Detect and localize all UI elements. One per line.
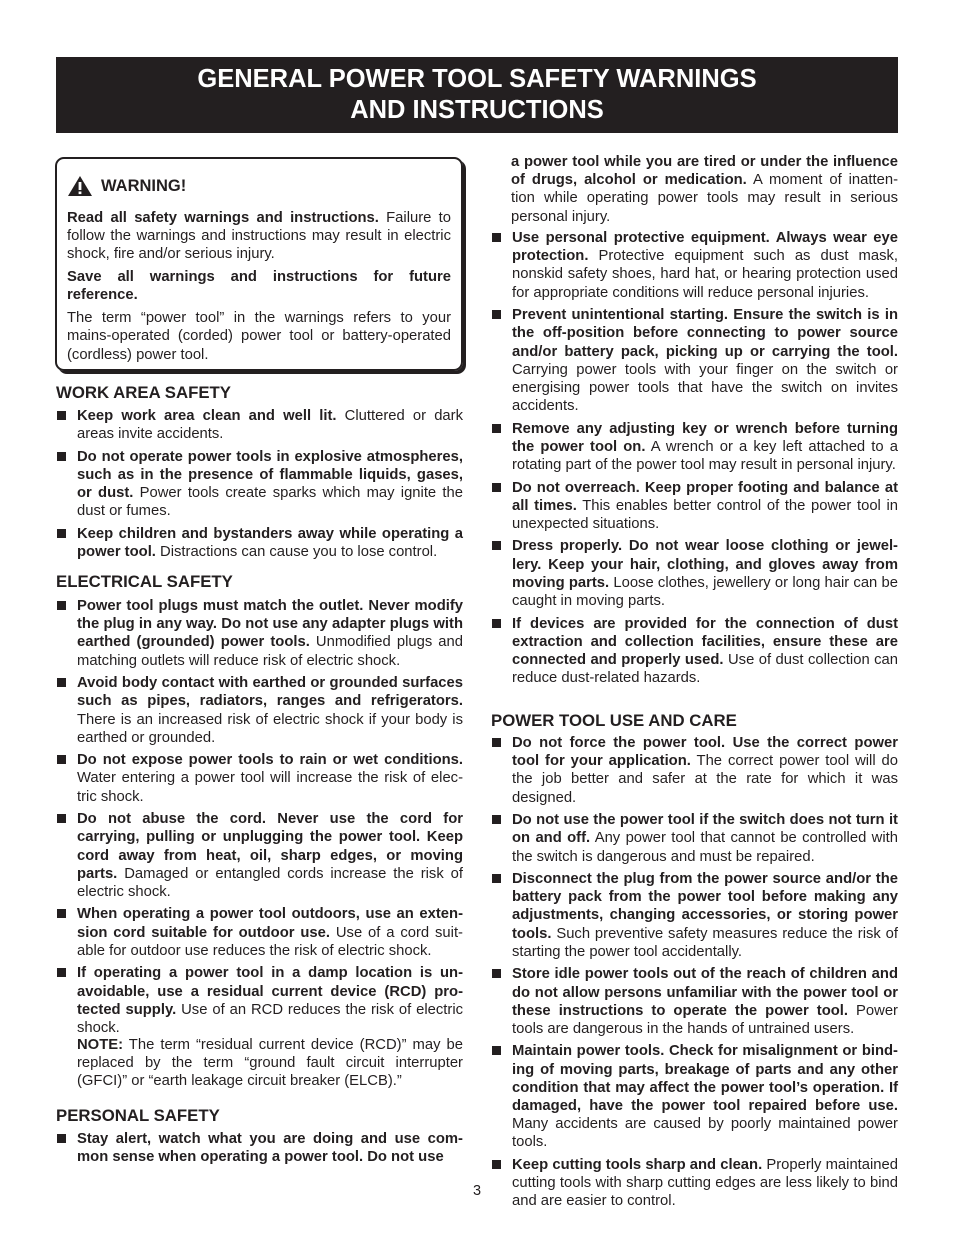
list-item bbox=[491, 1042, 898, 1151]
item-text: The correct power tool will do the job better and safer at the rate for which it was designed. bbox=[512, 753, 898, 806]
item-text: Unmodified plugs and matching outlets will reduce risk of electric shock. bbox=[77, 634, 463, 669]
item-text: This enables better control of the power tool in unexpected situations. bbox=[512, 497, 898, 532]
item-bold: Do not overreach. Keep proper footing and balance at all times. bbox=[512, 479, 898, 514]
list-item bbox=[491, 734, 898, 807]
work-area-heading: WORK AREA SAFETY bbox=[56, 383, 231, 402]
item-text: Power tools are dangerous in the hands of untrained users. bbox=[512, 1002, 898, 1037]
item-bold: If devices are provided for the connection of dust extraction and collection facilities, ensure these are connected and properly used. bbox=[512, 615, 898, 668]
item-bold: Keep cutting tools sharp and clean. bbox=[512, 1156, 763, 1173]
item-bold: Use personal protective equipment. Always wear eye protection. bbox=[512, 230, 898, 265]
personal-list bbox=[491, 229, 898, 692]
personal-heading: PERSONAL SAFETY bbox=[56, 1106, 220, 1125]
work-area-list bbox=[56, 407, 463, 566]
page-title-line-2: AND INSTRUCTIONS bbox=[350, 96, 604, 124]
electrical-heading: ELECTRICAL SAFETY bbox=[56, 572, 233, 591]
list-item bbox=[56, 448, 463, 521]
item-bold: Keep children and bystanders away while operating a power tool. bbox=[77, 525, 463, 561]
item-bold: When operating a power tool outdoors, use an exten-sion cord suitable for outdoor use. bbox=[77, 906, 463, 941]
item-bold: Store idle power tools out of the reach of children and do not allow persons unfamiliar with the power tool or these instructions to operate the power tool. bbox=[512, 966, 898, 1019]
item-text: There is an increased risk of electric shock if your body is earthed or grounded. bbox=[77, 711, 463, 746]
list-item bbox=[491, 811, 898, 866]
item-text: Use of a cord suit-able for outdoor use reduces the risk of electric shock. bbox=[77, 924, 463, 959]
warning-p1-bold: Read all safety warnings and instructions. bbox=[67, 210, 379, 226]
item-text: Use of dust collection can reduce dust-related hazards. bbox=[512, 651, 898, 687]
warning-paragraph-3: The term “power tool” in the warnings refers to your mains-operated (corded) power tool or battery-operated (cordless) power tool. bbox=[67, 310, 451, 363]
warning-p1-text: Failure to follow the warnings and instructions may result in electric shock, fire and/or serious injury. bbox=[67, 210, 451, 263]
warning-triangle-icon bbox=[67, 175, 93, 197]
item-text: Loose clothes, jewellery or long hair can be caught in moving parts. bbox=[512, 574, 898, 610]
list-item bbox=[491, 306, 898, 415]
item-bold: Do not use the power tool if the switch does not turn it on and off. bbox=[512, 812, 898, 847]
item-text: Power tools create sparks which may ignite the dust or fumes. bbox=[77, 485, 463, 520]
item-text: Any power tool that cannot be controlled with the switch is dangerous and must be repaired. bbox=[512, 830, 898, 865]
item-bold: a power tool while you are tired or under the influence of drugs, alcohol or medication. bbox=[511, 154, 898, 189]
note-label: NOTE: bbox=[77, 1037, 124, 1053]
item-bold: Do not operate power tools in explosive atmospheres, such as in the presence of flammable liquids, gases, or dust. bbox=[77, 448, 463, 502]
item-text: Water entering a power tool will increase the risk of elec-tric shock. bbox=[77, 770, 463, 805]
list-item bbox=[491, 965, 898, 1038]
list-item bbox=[56, 597, 463, 670]
item-bold: Dress properly. Do not wear loose clothing or jewel-lery. Keep your hair, clothing, and gloves away from moving parts. bbox=[512, 538, 898, 591]
list-item bbox=[56, 407, 463, 443]
page-number: 3 bbox=[472, 1183, 482, 1199]
list-item bbox=[56, 905, 463, 960]
item-bold: If operating a power tool in a damp location is un-avoidable, use a residual current device (RCD) pro-tected supply. bbox=[77, 965, 463, 1018]
page-title bbox=[56, 57, 898, 133]
list-item bbox=[56, 525, 463, 561]
rcd-note bbox=[77, 1036, 463, 1091]
item-bold: Prevent unintentional starting. Ensure the switch is in the off-position before connecting to power source and/or battery pack, picking up or carrying the tool. bbox=[512, 307, 898, 360]
warning-paragraph-1 bbox=[67, 209, 451, 264]
item-bold: Stay alert, watch what you are doing and use com-mon sense when operating a power tool. Do not use bbox=[77, 1131, 463, 1166]
list-item bbox=[491, 615, 898, 688]
list-item bbox=[491, 420, 898, 475]
item-bold: Keep work area clean and well lit. bbox=[77, 408, 337, 424]
tool-use-heading: POWER TOOL USE AND CARE bbox=[491, 711, 737, 730]
warning-heading bbox=[67, 175, 451, 197]
warning-box bbox=[55, 157, 463, 371]
item-text: Distractions can cause you to lose control. bbox=[155, 544, 438, 561]
item-text: Properly maintained cutting tools with sharp cutting edges are less likely to bind and are easier to control. bbox=[512, 1156, 898, 1210]
list-item bbox=[491, 870, 898, 961]
item-text: Protective equipment such as dust mask, nonskid safety shoes, hard hat, or hearing protection used for appropriate conditions will reduce personal injuries. bbox=[512, 248, 898, 301]
warning-p2-bold: Save all warnings and instructions for future reference. bbox=[67, 269, 451, 304]
item-text: A wrench or a key left attached to a rotating part of the power tool may result in personal injury. bbox=[512, 438, 898, 474]
item-text: Use of an RCD reduces the risk of electric shock. bbox=[77, 1001, 464, 1036]
item-text: Many accidents are caused by poorly maintained power tools. bbox=[512, 1116, 898, 1151]
item-bold: Power tool plugs must match the outlet. Never modify the plug in any way. Do not use any adapter plugs with earthed (grounded) power tools. bbox=[77, 598, 463, 651]
item-text: Carrying power tools with your finger on the switch or energising power tools that have the switch on invites accidents. bbox=[512, 361, 898, 415]
electrical-list bbox=[56, 597, 463, 1041]
list-item bbox=[491, 229, 898, 302]
item-bold: Do not force the power tool. Use the correct power tool for your application. bbox=[512, 735, 898, 770]
item-text: Cluttered or dark areas invite accidents. bbox=[77, 408, 463, 443]
list-item bbox=[56, 674, 463, 747]
item-bold: Maintain power tools. Check for misalignment or bind-ing of moving parts, breakage of parts and any other condition that may affect the power tool’s operation. If damaged, have the power tool repaired before use. bbox=[512, 1043, 898, 1115]
list-item bbox=[56, 810, 463, 901]
item-text: A moment of inatten-tion while operating power tools may result in serious personal injury. bbox=[511, 172, 898, 225]
item-text: Such preventive safety measures reduce the risk of starting the power tool accidentally. bbox=[512, 925, 898, 960]
list-item bbox=[56, 964, 463, 1037]
list-item bbox=[491, 479, 898, 534]
note-text: The term “residual current device (RCD)” may be replaced by the term “ground fault circuit interrupter (GFCI)” or “earth leakage circuit breaker (ELCB).” bbox=[77, 1037, 463, 1090]
item-bold: Remove any adjusting key or wrench before turning the power tool on. bbox=[512, 420, 898, 455]
item-bold: Avoid body contact with earthed or grounded surfaces such as pipes, radiators, ranges and refrigerators. bbox=[77, 675, 463, 710]
item-bold: Do not abuse the cord. Never use the cord for carrying, pulling or unplugging the power tool. Keep cord away from heat, oil, sharp edges, or moving parts. bbox=[77, 811, 463, 882]
page-title-line-1: GENERAL POWER TOOL SAFETY WARNINGS bbox=[197, 65, 757, 93]
item-bold: Do not expose power tools to rain or wet conditions. bbox=[77, 752, 463, 769]
tool-use-list bbox=[491, 734, 898, 1215]
item-bold: Disconnect the plug from the power source and/or the battery pack from the power tool before making any adjustments, changing accessories, or storing power tools. bbox=[512, 871, 898, 942]
personal-first-item-continued bbox=[511, 153, 898, 226]
list-item bbox=[56, 1130, 463, 1166]
warning-heading-text: WARNING! bbox=[101, 176, 187, 195]
item-text: Damaged or entangled cords increase the risk of electric shock. bbox=[77, 865, 463, 900]
warning-paragraph-2 bbox=[67, 268, 451, 304]
list-item bbox=[56, 751, 463, 806]
list-item bbox=[491, 537, 898, 610]
personal-list-start bbox=[56, 1130, 463, 1171]
